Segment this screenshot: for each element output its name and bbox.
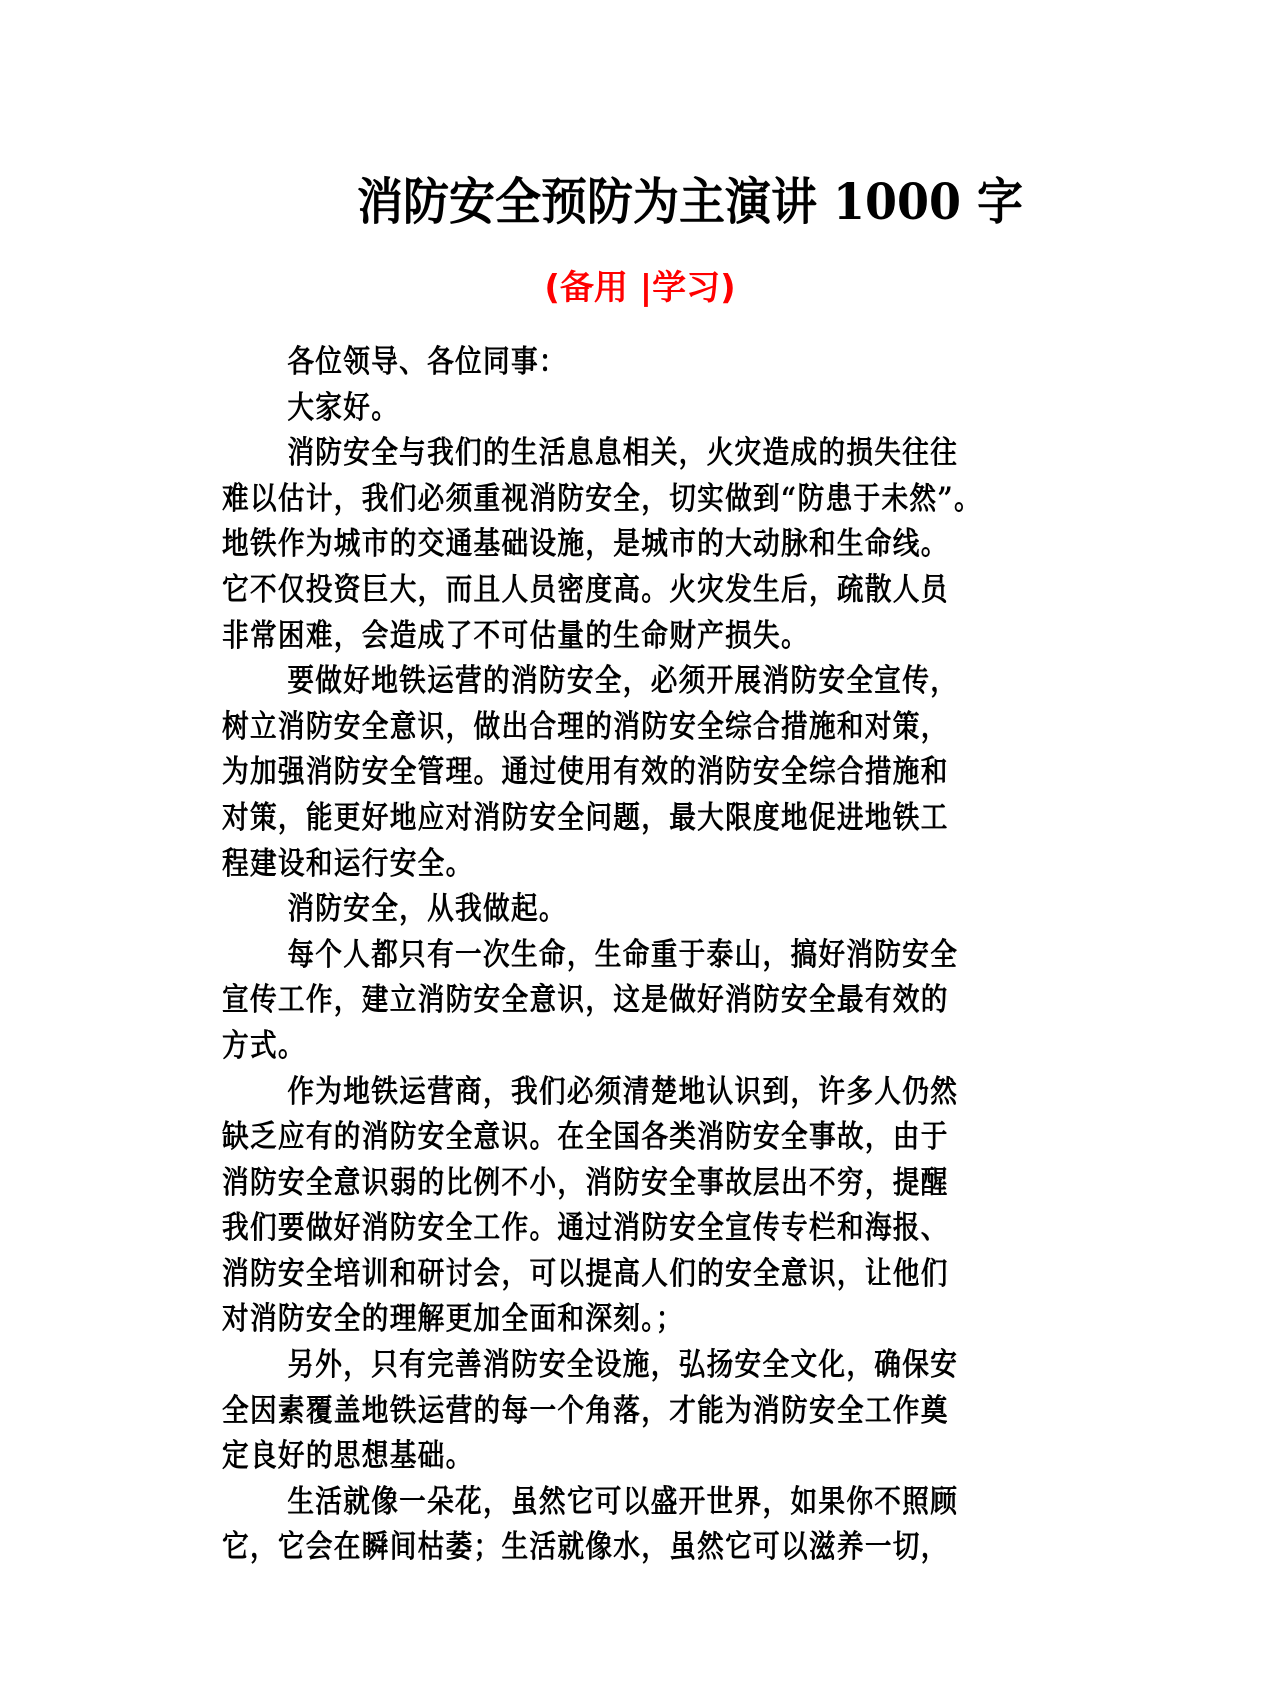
text-line: 另外，只有完善消防安全设施，弘扬安全文化，确保安 [287, 1347, 959, 1384]
text-line: 消防安全，从我做起。 [287, 891, 567, 928]
text-line: 非常困难，会造成了不可估量的生命财产损失。 [222, 617, 809, 654]
text-line: 消防安全意识弱的比例不小，消防安全事故层出不穷，提醒 [222, 1164, 949, 1201]
text-line: 宣传工作，建立消防安全意识，这是做好消防安全最有效的 [222, 982, 949, 1019]
text-line: 消防安全与我们的生活息息相关，火灾造成的损失往往 [287, 435, 959, 472]
text-line: 对消防安全的理解更加全面和深刻。； [222, 1301, 684, 1338]
text-line: 各位领导、各位同事： [287, 344, 567, 380]
text-line: 生活就像一朵花，虽然它可以盛开世界，如果你不照顾 [287, 1483, 959, 1520]
text-line: 我们要做好消防安全工作。通过消防安全宣传专栏和海报、 [222, 1210, 949, 1247]
document-title: 消防安全预防为主演讲 1000 字 [356, 172, 1024, 231]
text-line: 大家好。 [287, 389, 400, 426]
text-line: 方式。 [222, 1027, 306, 1064]
text-line: 全因素覆盖地铁运营的每一个角落，才能为消防安全工作奠 [222, 1392, 949, 1429]
text-line: 它，它会在瞬间枯萎；生活就像水，虽然它可以滋养一切， [222, 1529, 949, 1566]
document-subtitle: (备用 |学习) [544, 268, 736, 308]
text-line: 它不仅投资巨大，而且人员密度高。火灾发生后，疏散人员 [222, 571, 949, 608]
text-line: 要做好地铁运营的消防安全，必须开展消防安全宣传， [287, 663, 959, 700]
text-line: 作为地铁运营商，我们必须清楚地认识到，许多人仍然 [287, 1073, 959, 1110]
text-line: 为加强消防安全管理。通过使用有效的消防安全综合措施和 [222, 754, 949, 791]
text-line: 程建设和运行安全。 [222, 845, 474, 882]
text-line: 难以估计，我们必须重视消防安全，切实做到“防患于未然”。 [222, 480, 982, 517]
text-line: 对策，能更好地应对消防安全问题，最大限度地促进地铁工 [222, 799, 949, 836]
text-line: 定良好的思想基础。 [222, 1438, 474, 1475]
text-line: 每个人都只有一次生命，生命重于泰山，搞好消防安全 [287, 936, 959, 973]
text-line: 缺乏应有的消防安全意识。在全国各类消防安全事故，由于 [222, 1119, 949, 1156]
text-line: 树立消防安全意识，做出合理的消防安全综合措施和对策， [222, 708, 949, 745]
text-line: 地铁作为城市的交通基础设施，是城市的大动脉和生命线。 [222, 526, 949, 563]
speech-body [222, 340, 1074, 1571]
text-line: 消防安全培训和研讨会，可以提高人们的安全意识，让他们 [222, 1255, 949, 1292]
